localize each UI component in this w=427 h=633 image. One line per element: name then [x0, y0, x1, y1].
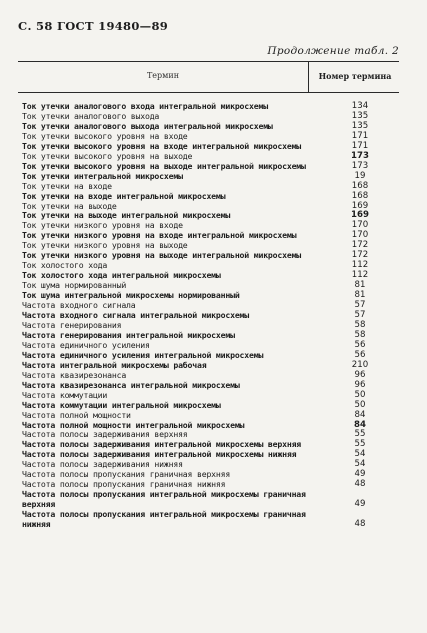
term-number: 171: [351, 130, 369, 141]
table-row: [22, 490, 410, 510]
term-number: 172: [351, 250, 369, 261]
term-text: Частота полосы пропускания интегральной микросхемы граничная нижняя: [22, 509, 311, 530]
term-text: Частота полной мощности: [22, 409, 131, 420]
term-number: 54: [354, 459, 366, 470]
table-header-rule: [18, 92, 399, 93]
term-number: 56: [354, 339, 366, 350]
term-number: 54: [354, 449, 366, 460]
term-number: 58: [354, 319, 366, 330]
term-number: 96: [354, 379, 366, 390]
term-number: 48: [354, 479, 366, 490]
term-text: Ток утечки высокого уровня на выходе: [22, 150, 193, 161]
term-text: Ток утечки высокого уровня на входе: [22, 130, 188, 141]
term-number: 112: [351, 260, 369, 271]
term-text: Частота коммутации: [22, 389, 108, 400]
term-text: Ток утечки аналогового выхода интегральной микросхемы: [22, 120, 273, 131]
column-header-term: Термин: [146, 71, 180, 80]
term-text: Ток шума нормированный: [22, 280, 127, 291]
term-text: Ток утечки на входе: [22, 180, 112, 191]
table-row: [22, 510, 410, 530]
term-number: 112: [351, 270, 369, 281]
term-text: Частота полосы пропускания интегральной микросхемы граничная верхняя: [22, 489, 311, 510]
term-number: 49: [354, 469, 366, 480]
table-continuation-label: Продолжение табл. 2: [267, 45, 399, 57]
term-number: 58: [354, 329, 366, 340]
term-number: 81: [354, 280, 366, 291]
term-text: Частота единичного усиления: [22, 339, 150, 350]
term-number: 55: [354, 429, 366, 440]
term-number: 57: [354, 310, 366, 321]
term-text: Частота входного сигнала интегральной микросхемы: [22, 310, 250, 321]
term-text: Ток утечки низкого уровня на входе: [22, 220, 183, 231]
table-column-divider: [308, 61, 309, 93]
term-text: Ток холостого хода интегральной микросхемы: [22, 270, 221, 281]
term-table-body: [22, 102, 410, 530]
term-text: Частота квазирезонанса интегральной микросхемы: [22, 379, 240, 390]
term-number: 172: [351, 240, 369, 251]
term-text: Частота генерирования: [22, 319, 122, 330]
term-text: Ток утечки высокого уровня на входе интегральной микросхемы: [22, 140, 302, 151]
term-text: Ток утечки на выходе интегральной микросхемы: [22, 210, 231, 221]
term-number: 56: [354, 349, 366, 360]
term-text: Частота полосы задерживания интегральной микросхемы верхняя: [22, 439, 302, 450]
term-number: 57: [354, 300, 366, 311]
term-number: 168: [351, 180, 369, 191]
term-number: 170: [351, 230, 369, 241]
term-number: 171: [351, 140, 369, 151]
term-number: 168: [351, 190, 369, 201]
term-number: 49: [354, 499, 366, 510]
term-text: Частота полосы задерживания интегральной микросхемы нижняя: [22, 449, 297, 460]
term-text: Частота полосы задерживания верхняя: [22, 429, 188, 440]
term-number: 81: [354, 290, 366, 301]
term-text: Частота полосы пропускания граничная нижняя: [22, 479, 226, 490]
term-number: 84: [354, 419, 366, 430]
term-number: 169: [351, 210, 369, 221]
table-row: [22, 411, 410, 421]
table-top-rule: [18, 61, 399, 62]
term-number: 50: [354, 399, 366, 410]
term-text: Ток утечки низкого уровня на выходе: [22, 240, 188, 251]
term-number: 173: [351, 150, 369, 161]
term-text: Ток утечки интегральной микросхемы: [22, 170, 183, 181]
term-text: Ток шума интегральной микросхемы нормированный: [22, 290, 240, 301]
term-number: 50: [354, 389, 366, 400]
term-text: Ток утечки на выходе: [22, 200, 117, 211]
term-text: Частота единичного усиления интегральной микросхемы: [22, 349, 264, 360]
term-text: Ток утечки на входе интегральной микросхемы: [22, 190, 226, 201]
column-header-number: Номер термина: [318, 71, 392, 81]
term-number: 84: [354, 409, 366, 420]
term-text: Частота генерирования интегральной микросхемы: [22, 329, 235, 340]
term-text: Частота интегральной микросхемы рабочая: [22, 359, 207, 370]
term-text: Ток утечки высокого уровня на выходе интегральной микросхемы: [22, 160, 306, 171]
term-number: 55: [354, 439, 366, 450]
term-text: Ток утечки низкого уровня на входе интегральной микросхемы: [22, 230, 297, 241]
term-text: Ток утечки низкого уровня на выходе интегральной микросхемы: [22, 250, 302, 261]
term-number: 173: [351, 160, 369, 171]
term-text: Частота квазирезонанса: [22, 369, 127, 380]
term-text: Ток холостого хода: [22, 260, 108, 271]
term-text: Ток утечки аналогового выхода: [22, 110, 160, 121]
term-number: 19: [354, 170, 366, 181]
term-text: Частота полной мощности интегральной микросхемы: [22, 419, 245, 430]
term-number: 134: [351, 101, 369, 111]
term-text: Частота входного сигнала: [22, 300, 136, 311]
term-text: Частота полосы задерживания нижняя: [22, 459, 183, 470]
term-number: 210: [351, 359, 369, 370]
term-number: 169: [351, 200, 369, 211]
term-text: Частота коммутации интегральной микросхемы: [22, 399, 221, 410]
page-reference: С. 58 ГОСТ 19480—89: [18, 19, 169, 33]
term-number: 135: [351, 120, 369, 131]
term-number: 96: [354, 369, 366, 380]
term-text: Частота полосы пропускания граничная верхняя: [22, 469, 231, 480]
term-number: 48: [354, 519, 366, 530]
term-number: 170: [351, 220, 369, 231]
term-text: Ток утечки аналогового входа интегральной микросхемы: [22, 101, 268, 111]
term-number: 135: [351, 110, 369, 121]
